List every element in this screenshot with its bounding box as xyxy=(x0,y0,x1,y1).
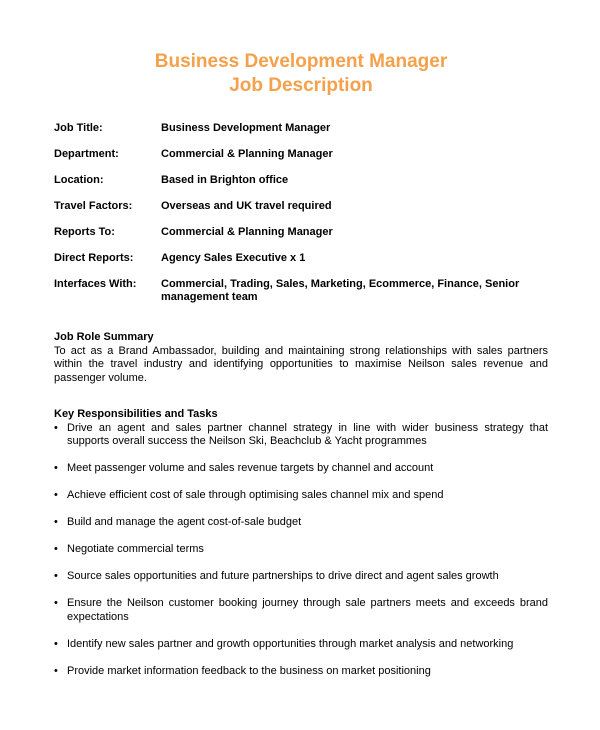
title-line-1: Business Development Manager xyxy=(154,51,448,72)
info-label: Location: xyxy=(54,174,104,186)
info-value: Business Development Manager xyxy=(161,122,331,134)
info-label: Job Title: xyxy=(54,122,103,134)
list-item-text: Provide market information feedback to the business on market positioning xyxy=(67,664,431,677)
responsibilities-heading: Key Responsibilities and Tasks xyxy=(54,408,218,420)
summary-heading: Job Role Summary xyxy=(54,331,154,343)
list-item xyxy=(54,516,548,530)
list-item-text: Achieve efficient cost of sale through optimising sales channel mix and spend xyxy=(67,489,444,501)
list-item xyxy=(54,665,548,679)
list-item-text: Meet passenger volume and sales revenue targets by channel and account xyxy=(67,462,434,474)
bullet-icon: • xyxy=(54,570,58,582)
bullet-icon: • xyxy=(54,462,58,474)
bullet-icon: • xyxy=(54,489,58,501)
info-label: Direct Reports: xyxy=(54,252,134,264)
info-value: Commercial, Trading, Sales, Marketing, Ecommerce, Finance, Senior management team xyxy=(161,278,520,303)
list-item xyxy=(54,570,548,584)
key-responsibilities xyxy=(54,408,548,692)
info-value: Commercial & Planning Manager xyxy=(161,148,333,160)
bullet-icon: • xyxy=(54,597,58,609)
info-value: Based in Brighton office xyxy=(161,174,289,186)
bullet-icon: • xyxy=(54,516,58,528)
list-item-text: Source sales opportunities and future partnerships to drive direct and agent sales growth xyxy=(67,570,499,582)
info-row-travel-factors xyxy=(54,200,554,213)
list-item xyxy=(54,638,548,652)
summary-text: To act as a Brand Ambassador, building and maintaining strong relationships with sales partners within the travel industry and identifying opportunities to maximise Neilson sales revenue and passenger volume. xyxy=(54,344,548,384)
info-value: Overseas and UK travel required xyxy=(161,200,332,212)
list-item xyxy=(54,462,548,476)
info-label: Department: xyxy=(54,148,119,160)
responsibilities-list xyxy=(54,422,548,679)
bullet-icon: • xyxy=(54,637,58,650)
list-item xyxy=(54,422,548,449)
info-row-reports-to xyxy=(54,226,554,239)
info-row-interfaces-with xyxy=(54,278,554,304)
info-row-location xyxy=(54,174,554,187)
info-row-department xyxy=(54,148,554,161)
list-item xyxy=(54,543,548,557)
info-label: Travel Factors: xyxy=(54,200,133,212)
info-row-direct-reports xyxy=(54,252,554,265)
job-role-summary xyxy=(54,331,548,385)
bullet-icon: • xyxy=(54,421,58,434)
list-item-text: Build and manage the agent cost-of-sale budget xyxy=(67,516,302,528)
info-value: Agency Sales Executive x 1 xyxy=(161,252,306,264)
job-info-table xyxy=(54,122,554,317)
info-label: Reports To: xyxy=(54,226,115,238)
list-item xyxy=(54,489,548,503)
title-line-2: Job Description xyxy=(229,75,373,96)
info-label: Interfaces With: xyxy=(54,278,137,290)
list-item-text: Ensure the Neilson customer booking journey through sale partners meets and exceeds brand expectations xyxy=(67,597,548,623)
info-row-job-title xyxy=(54,122,554,135)
document-title xyxy=(0,50,600,98)
list-item-text: Identify new sales partner and growth opportunities through market analysis and networking xyxy=(67,637,514,650)
bullet-icon: • xyxy=(54,543,58,555)
bullet-icon: • xyxy=(54,664,58,677)
list-item-text: Negotiate commercial terms xyxy=(67,543,204,555)
list-item-text: Drive an agent and sales partner channel strategy in line with wider business strategy that supports overall success the Neilson Ski, Beachclub & Yacht programmes xyxy=(67,421,548,447)
info-value: Commercial & Planning Manager xyxy=(161,226,333,238)
list-item xyxy=(54,597,548,624)
